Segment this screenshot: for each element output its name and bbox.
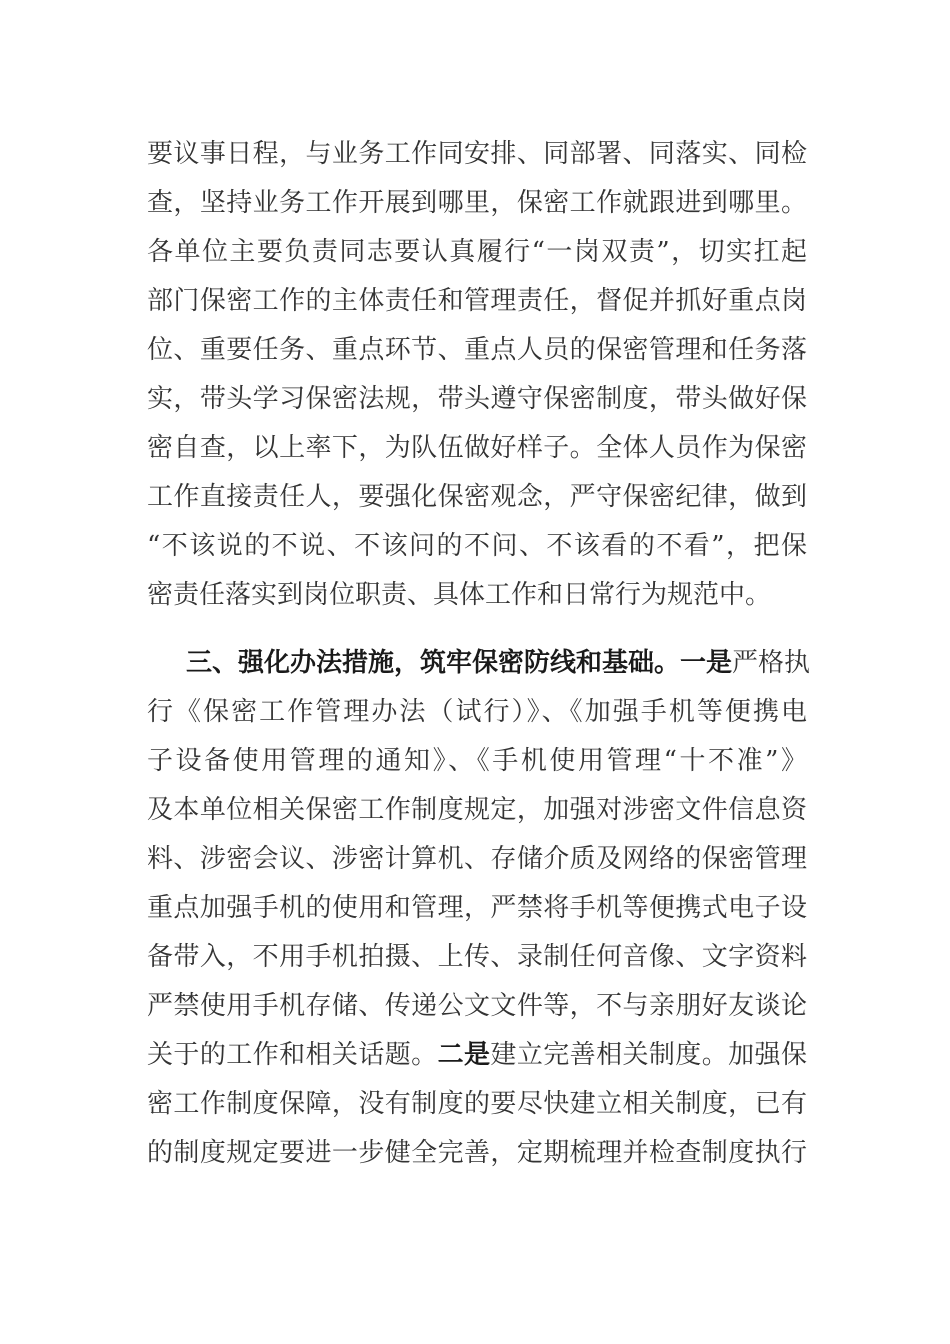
paragraph-line: 各单位主要负责同志要认真履行“一岗双责”，切实扛起 xyxy=(147,237,807,267)
paragraph-text: 建立完善相关制度。加强保 xyxy=(490,1040,807,1070)
paragraph-line: 部门保密工作的主体责任和管理责任，督促并抓好重点岗 xyxy=(147,286,807,316)
paragraph-line: 查，坚持业务工作开展到哪里，保密工作就跟进到哪里。 xyxy=(147,188,807,218)
paragraph-line xyxy=(147,1035,807,1075)
paragraph-line: 备带入，不用手机拍摄、上传、录制任何音像、文字资料 xyxy=(147,942,807,972)
paragraph-line: 严禁使用手机存储、传递公文文件等，不与亲朋好友谈论 xyxy=(147,991,807,1021)
section-heading: 三、强化办法措施，筑牢保密防线和基础。 xyxy=(186,648,681,678)
paragraph-text: 严格执 xyxy=(732,648,811,678)
paragraph-line: 位、重要任务、重点环节、重点人员的保密管理和任务落 xyxy=(147,335,807,365)
paragraph-line: 行《保密工作管理办法（试行）》、《加强手机等便携电 xyxy=(147,697,807,727)
paragraph-line: 重点加强手机的使用和管理，严禁将手机等便携式电子设 xyxy=(147,893,807,923)
paragraph-line: 密责任落实到岗位职责、具体工作和日常行为规范中。 xyxy=(147,580,772,610)
paragraph-line: 子设备使用管理的通知》、《手机使用管理“十不准”》 xyxy=(147,746,807,776)
paragraph-line: 密自查，以上率下，为队伍做好样子。全体人员作为保密 xyxy=(147,433,807,463)
paragraph-line: 料、涉密会议、涉密计算机、存储介质及网络的保密管理 xyxy=(147,844,807,874)
paragraph-line: 工作直接责任人，要强化保密观念，严守保密纪律，做到 xyxy=(147,482,807,512)
paragraph-line: 及本单位相关保密工作制度规定，加强对涉密文件信息资 xyxy=(147,795,807,825)
paragraph-line: 密工作制度保障，没有制度的要尽快建立相关制度，已有 xyxy=(147,1089,807,1119)
paragraph-line: “不该说的不说、不该问的不问、不该看的不看”，把保 xyxy=(147,531,807,561)
item-marker: 二是 xyxy=(437,1040,491,1070)
item-marker: 一是 xyxy=(680,648,733,678)
paragraph-line: 的制度规定要进一步健全完善，定期梳理并检查制度执行 xyxy=(147,1138,807,1168)
paragraph-line: 实，带头学习保密法规，带头遵守保密制度，带头做好保 xyxy=(147,384,807,414)
paragraph-line: 要议事日程，与业务工作同安排、同部署、同落实、同检 xyxy=(147,139,807,169)
paragraph-text: 关于的工作和相关话题。 xyxy=(147,1040,438,1070)
section-heading-line xyxy=(186,643,811,683)
